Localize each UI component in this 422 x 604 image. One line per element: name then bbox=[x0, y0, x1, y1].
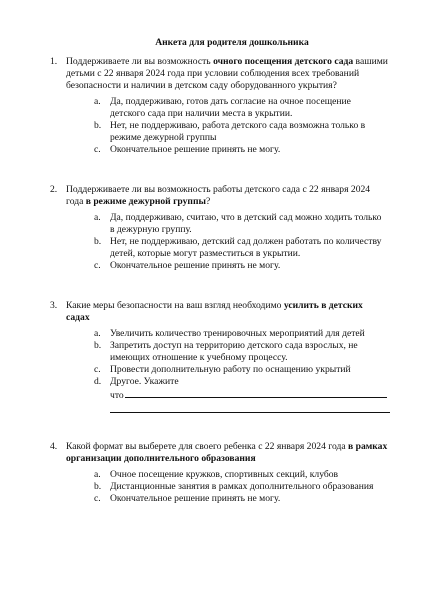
option-letter: c. bbox=[94, 364, 101, 375]
option-a[interactable] bbox=[66, 96, 388, 120]
option-text: Нет, не поддерживаю, детский сад должен работать по количеству детей, которые могут разместиться в укрытии. bbox=[110, 236, 382, 259]
option-b[interactable] bbox=[66, 481, 388, 493]
option-text: Окончательное решение принять не могу. bbox=[110, 493, 281, 504]
question-number: 2. bbox=[50, 184, 58, 195]
option-letter: a. bbox=[94, 328, 101, 339]
option-text: Другое. Укажите bbox=[110, 376, 179, 387]
option-list bbox=[66, 328, 388, 413]
question-text: Какие меры безопасности на ваш взгляд необходимо усилить в детских садах bbox=[66, 300, 363, 323]
question-text: Поддерживаете ли вы возможность очного посещения детского сада вашими детьми с 22 января 2024 года при условии соблюдения всех требований безопасности и наличии в детском саду оборудованного укрытия? bbox=[66, 56, 388, 91]
option-letter: a. bbox=[94, 96, 101, 107]
option-text: Да, поддерживаю, считаю, что в детский сад можно ходить только в дежурную группу. bbox=[110, 212, 382, 235]
option-letter: a. bbox=[94, 469, 101, 480]
option-letter: a. bbox=[94, 212, 101, 223]
question-text: Поддерживаете ли вы возможность работы детского сада с 22 января 2024 года в режиме дежурной группы? bbox=[66, 184, 371, 207]
option-text: Очное посещение кружков, спортивных секций, клубов bbox=[110, 469, 339, 480]
option-letter: b. bbox=[94, 481, 102, 492]
option-a[interactable] bbox=[66, 328, 388, 340]
option-list bbox=[66, 96, 388, 156]
option-letter: c. bbox=[94, 260, 101, 271]
option-letter: b. bbox=[94, 236, 102, 247]
answer-line[interactable] bbox=[125, 388, 387, 398]
option-a[interactable] bbox=[66, 469, 388, 481]
option-text: Дистанционные занятия в рамках дополнительного образования bbox=[110, 481, 374, 492]
option-c[interactable] bbox=[66, 364, 388, 376]
option-text: Увеличить количество тренировочных мероприятий для детей bbox=[110, 328, 365, 339]
option-text: Нет, не поддерживаю, работа детского сада возможна только в режиме дежурной группы bbox=[110, 120, 366, 143]
option-text: Окончательное решение принять не могу. bbox=[110, 260, 281, 271]
option-a[interactable] bbox=[66, 212, 388, 236]
option-b[interactable] bbox=[66, 340, 388, 364]
question-4 bbox=[50, 441, 388, 505]
option-letter: c. bbox=[94, 493, 101, 504]
option-text: Запретить доступ на территорию детского сада взрослых, не имеющих отношение к учебному процессу. bbox=[110, 340, 358, 363]
question-number: 4. bbox=[50, 441, 58, 452]
document-title: Анкета для родителя дошкольника bbox=[155, 37, 309, 48]
option-d[interactable] bbox=[66, 376, 388, 388]
option-c[interactable] bbox=[66, 493, 388, 505]
other-prefix: что bbox=[110, 390, 124, 401]
option-list bbox=[66, 469, 388, 505]
question-emphasis: очного посещения детского сада bbox=[213, 56, 354, 67]
question-3 bbox=[50, 300, 388, 413]
question-number: 1. bbox=[50, 56, 58, 67]
option-letter: d. bbox=[94, 376, 102, 387]
other-answer-field[interactable] bbox=[66, 388, 388, 402]
question-emphasis: в рамках организации дополнительного образования bbox=[66, 441, 388, 464]
option-c[interactable] bbox=[66, 144, 388, 156]
option-c[interactable] bbox=[66, 260, 388, 272]
question-2 bbox=[50, 184, 388, 272]
option-letter: c. bbox=[94, 144, 101, 155]
option-letter: b. bbox=[94, 340, 102, 351]
option-list bbox=[66, 212, 388, 272]
option-b[interactable] bbox=[66, 120, 388, 144]
question-1 bbox=[50, 56, 388, 156]
question-emphasis: в режиме дежурной группы bbox=[85, 196, 206, 207]
question-text: Какой формат вы выберете для своего ребенка с 22 января 2024 года в рамках организации дополнительного образования bbox=[66, 441, 388, 464]
question-number: 3. bbox=[50, 300, 58, 311]
option-letter: b. bbox=[94, 120, 102, 131]
answer-line-2[interactable] bbox=[110, 402, 390, 413]
option-text: Окончательное решение принять не могу. bbox=[110, 144, 281, 155]
option-b[interactable] bbox=[66, 236, 388, 260]
question-emphasis: усилить в детских садах bbox=[66, 300, 363, 323]
option-text: Провести дополнительную работу по оснащению укрытий bbox=[110, 364, 351, 375]
option-text: Да, поддерживаю, готов дать согласие на очное посещение детского сада при наличии места в укрытии. bbox=[110, 96, 351, 119]
